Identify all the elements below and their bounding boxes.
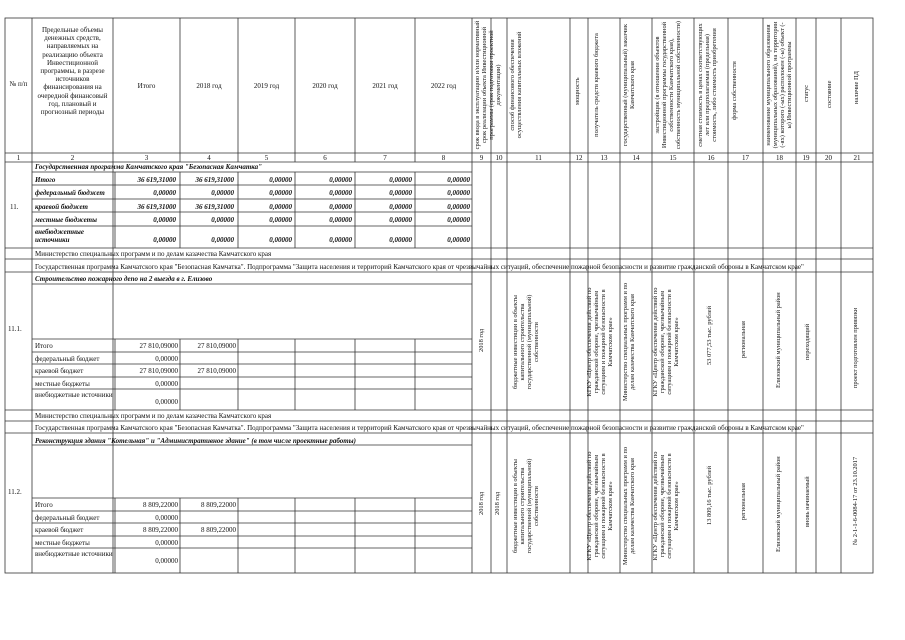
object-number: 11.2.	[8, 488, 22, 496]
colnum: 3	[144, 154, 149, 162]
header-col-total: Итого	[137, 82, 156, 90]
colnum: 19	[802, 154, 810, 162]
cell-total: 0,00000	[153, 216, 176, 224]
object-municipality: Елизовский муниципальный район	[775, 292, 782, 388]
object-number: 11.1.	[8, 325, 22, 333]
header-col-2021: 2021 год	[372, 82, 398, 90]
colnum: 11	[535, 154, 542, 162]
cell-total: 27 810,09000	[139, 367, 178, 375]
object-cost: 53 077,53 тыс. рублей	[706, 305, 713, 365]
cell-2018: 27 810,09000	[197, 367, 236, 375]
header-col-state: состояние	[826, 80, 833, 108]
object-customer: Министерство специальных программ и по делам казачества Камчатского края	[622, 446, 636, 566]
colnum: 5	[264, 154, 269, 162]
header-col-cost: сметная стоимость в ценах соответствующих лет или предполагаемая (предельная) стоимость, либо стоимость приобретения	[697, 23, 718, 147]
object-title: Реконструкция здания "Котельная" и "Административное здание" (в том числе проектные работы)	[35, 437, 356, 445]
colnum: 15	[669, 154, 677, 162]
row-label: Итого	[35, 342, 53, 350]
object-design-doc: проект подготовлен привязки	[852, 307, 859, 388]
colnum: 2	[70, 154, 75, 162]
row-label: Итого	[35, 176, 56, 184]
colnum: 6	[323, 154, 327, 162]
colnum: 16	[707, 154, 715, 162]
cell-2020: 0,00000	[329, 189, 352, 197]
cell-2020: 0,00000	[329, 216, 352, 224]
header-col-municipality: наименование муниципального образования (муниципальных образований), на территории (-ях) которого (-ых) расположен (-ы) объект (-ы) Инвестиционной программы	[765, 21, 793, 149]
cell-2018: 8 809,22000	[201, 526, 236, 534]
colnum: 18	[776, 154, 783, 162]
row-label: федеральный бюджет	[35, 189, 105, 197]
ministry-row: Министерство специальных программ и по делам казачества Камчатского края	[35, 412, 272, 420]
header-col-2020: 2020 год	[312, 82, 338, 90]
cell-2019: 0,00000	[269, 176, 292, 184]
row-label: местные бюджеты	[35, 539, 90, 547]
row-label: Итого	[35, 501, 53, 509]
colnum: 1	[16, 154, 21, 162]
cell-2021: 0,00000	[389, 176, 412, 184]
section-title: Государственная программа Камчатского края "Безопасная Камчатка"	[35, 163, 263, 171]
header-col-deadline: срок ввода в эксплуатацию и/или нормативный срок реализации объекта Инвестиционной программы (срок подготовки проектной документации)	[474, 20, 502, 150]
object-financing-method: бюджетные инвестиции в объекты капитального строительства государственной (муниципальной) собственности	[512, 294, 540, 390]
row-label: внебюджетные источники	[35, 228, 84, 244]
cell-2021: 0,00000	[389, 203, 412, 211]
cell-2022: 0,00000	[447, 203, 470, 211]
object-recipient: КГКУ «Центр обеспечения действий по гражданской обороне, чрезвычайным ситуациям и пожарной безопасности в Камчатском крае»	[586, 287, 614, 397]
cell-2022: 0,00000	[447, 216, 470, 224]
row-label: краевой бюджет	[35, 203, 88, 211]
cell-2019: 0,00000	[269, 216, 292, 224]
header-col-status: статус	[803, 84, 810, 102]
cell-2019: 0,00000	[269, 203, 292, 211]
object-deadline-2: 2018 год	[494, 491, 501, 515]
colnum: 14	[632, 154, 640, 162]
cell-total: 27 810,09000	[139, 342, 178, 350]
cell-total: 0,00000	[155, 355, 178, 363]
header-col-developer: застройщик (в отношении объектов Инвестиционной программы государственной собственности Камчатского края), собственность муниципальной собственности)	[654, 20, 682, 150]
object-developer: КГКУ «Центр обеспечения действий по гражданской обороне, чрезвычайным ситуациям и пожарной безопасности в Камчатском крае»	[652, 287, 680, 397]
cell-total: 0,00000	[155, 557, 178, 565]
cell-2018: 0,00000	[211, 216, 234, 224]
object-deadline: 2018 год	[478, 328, 485, 352]
row-label: местные бюджеты	[35, 380, 90, 388]
row-label: внебюджетные источники	[35, 550, 113, 558]
cell-2018: 36 619,31000	[195, 203, 234, 211]
colnum: 12	[575, 154, 583, 162]
cell-2020: 0,00000	[329, 236, 352, 244]
object-recipient: КГКУ «Центр обеспечения действий по гражданской обороне, чрезвычайным ситуациям и пожарной безопасности в Камчатском крае»	[586, 451, 614, 561]
header-col-number: № п/п	[9, 80, 28, 88]
cell-2022: 0,00000	[447, 176, 470, 184]
cell-total: 8 809,22000	[143, 526, 178, 534]
object-deadline: 2018 год	[478, 491, 485, 515]
object-municipality: Елизовский муниципальный район	[775, 456, 782, 552]
colnum: 9	[479, 154, 484, 162]
cell-2021: 0,00000	[389, 189, 412, 197]
object-status: переходящий	[804, 323, 811, 360]
cell-total: 0,00000	[155, 539, 178, 547]
colnum: 8	[441, 154, 446, 162]
row-label: местные бюджеты	[35, 216, 97, 224]
object-cost: 13 809,16 тыс. рублей	[706, 465, 713, 525]
header-col-limits: Предельные объемы денежных средств, направляемых на реализацию объекта Инвестиционной программы, в разрезе источников финансирования на очередной финансовый год, плановый и прогнозный периоды	[37, 26, 108, 117]
cell-2018: 8 809,22000	[201, 501, 236, 509]
row-label: федеральный бюджет	[35, 514, 100, 522]
colnum: 7	[383, 154, 387, 162]
cell-2018: 36 619,31000	[195, 176, 234, 184]
header-col-ownership: форма собственности	[731, 61, 738, 120]
cell-2021: 0,00000	[389, 236, 412, 244]
colnum: 20	[825, 154, 832, 162]
cell-2021: 0,00000	[389, 216, 412, 224]
cell-total: 36 619,31000	[137, 203, 176, 211]
colnum: 13	[600, 154, 608, 162]
cell-total: 8 809,22000	[143, 501, 178, 509]
object-status: вновь начинаемый	[804, 476, 811, 527]
row-label: краевой бюджет	[35, 367, 84, 375]
colnum: 21	[853, 154, 861, 162]
colnum: 4	[207, 154, 211, 162]
object-design-doc: № 2-1-1-6-0084-17 от 23.10.2017	[852, 456, 859, 545]
cell-2018: 0,00000	[211, 189, 234, 197]
cell-total: 0,00000	[153, 189, 176, 197]
object-customer: Министерство специальных программ и по делам казачества Камчатского края	[622, 282, 636, 402]
row-label: краевой бюджет	[35, 526, 84, 534]
cell-total: 0,00000	[155, 514, 178, 522]
header-col-design-doc: наличие ПД	[853, 71, 860, 104]
object-title: Строительство пожарного депо на 2 выезда в г. Елизово	[35, 275, 213, 283]
header-col-2018: 2018 год	[196, 82, 222, 90]
cell-2019: 0,00000	[269, 189, 292, 197]
header-col-recipient: получатель средств краевого бюджета	[593, 33, 600, 137]
row-label: внебюджетные источники	[35, 391, 113, 399]
colnum: 10	[495, 154, 503, 162]
header-col-capacity: мощность	[574, 77, 581, 105]
cell-total: 0,00000	[155, 398, 178, 406]
program-row: Государственная программа Камчатского края "Безопасная Камчатка". Подпрограмма "Защита населения и территорий Камчатского края от чрезвычайных ситуаций, обеспечение пожарной безопасности и развитие гражданской обороны в Камчатском крае"	[35, 263, 804, 271]
cell-2018: 0,00000	[211, 236, 234, 244]
cell-2020: 0,00000	[329, 176, 352, 184]
cell-total: 0,00000	[153, 236, 176, 244]
object-ownership: региональная	[740, 321, 747, 358]
cell-2022: 0,00000	[447, 236, 470, 244]
header-col-customer: государственный (муниципальный) заказчик Камчатского края	[622, 24, 636, 146]
cell-total: 36 619,31000	[137, 176, 176, 184]
cell-2022: 0,00000	[447, 189, 470, 197]
section-number: 11.	[10, 203, 19, 211]
header-col-2022: 2022 год	[430, 82, 457, 90]
object-developer: КГКУ «Центр обеспечения действий по гражданской обороне, чрезвычайным ситуациям и пожарной безопасности в Камчатском крае»	[652, 451, 680, 561]
cell-total: 0,00000	[155, 380, 178, 388]
header-col-financing-method: способ финансового обеспечения осуществления капитальных вложений	[509, 31, 523, 139]
colnum: 17	[742, 154, 749, 162]
ministry-row: Министерство специальных программ и по делам казачества Камчатского края	[35, 250, 272, 258]
header-col-2019: 2019 год	[253, 82, 280, 90]
object-ownership: региональная	[740, 483, 747, 520]
cell-2018: 27 810,09000	[197, 342, 236, 350]
object-financing-method: бюджетные инвестиции в объекты капитального строительства государственной (муниципальной) собственности	[512, 458, 540, 554]
row-label: федеральный бюджет	[35, 355, 100, 363]
cell-2019: 0,00000	[269, 236, 292, 244]
program-row: Государственная программа Камчатского края "Безопасная Камчатка". Подпрограмма "Защита населения и территорий Камчатского края от чрезвычайных ситуаций, обеспечение пожарной безопасности и развитие гражданской обороны в Камчатском крае"	[35, 424, 804, 432]
cell-2020: 0,00000	[329, 203, 352, 211]
